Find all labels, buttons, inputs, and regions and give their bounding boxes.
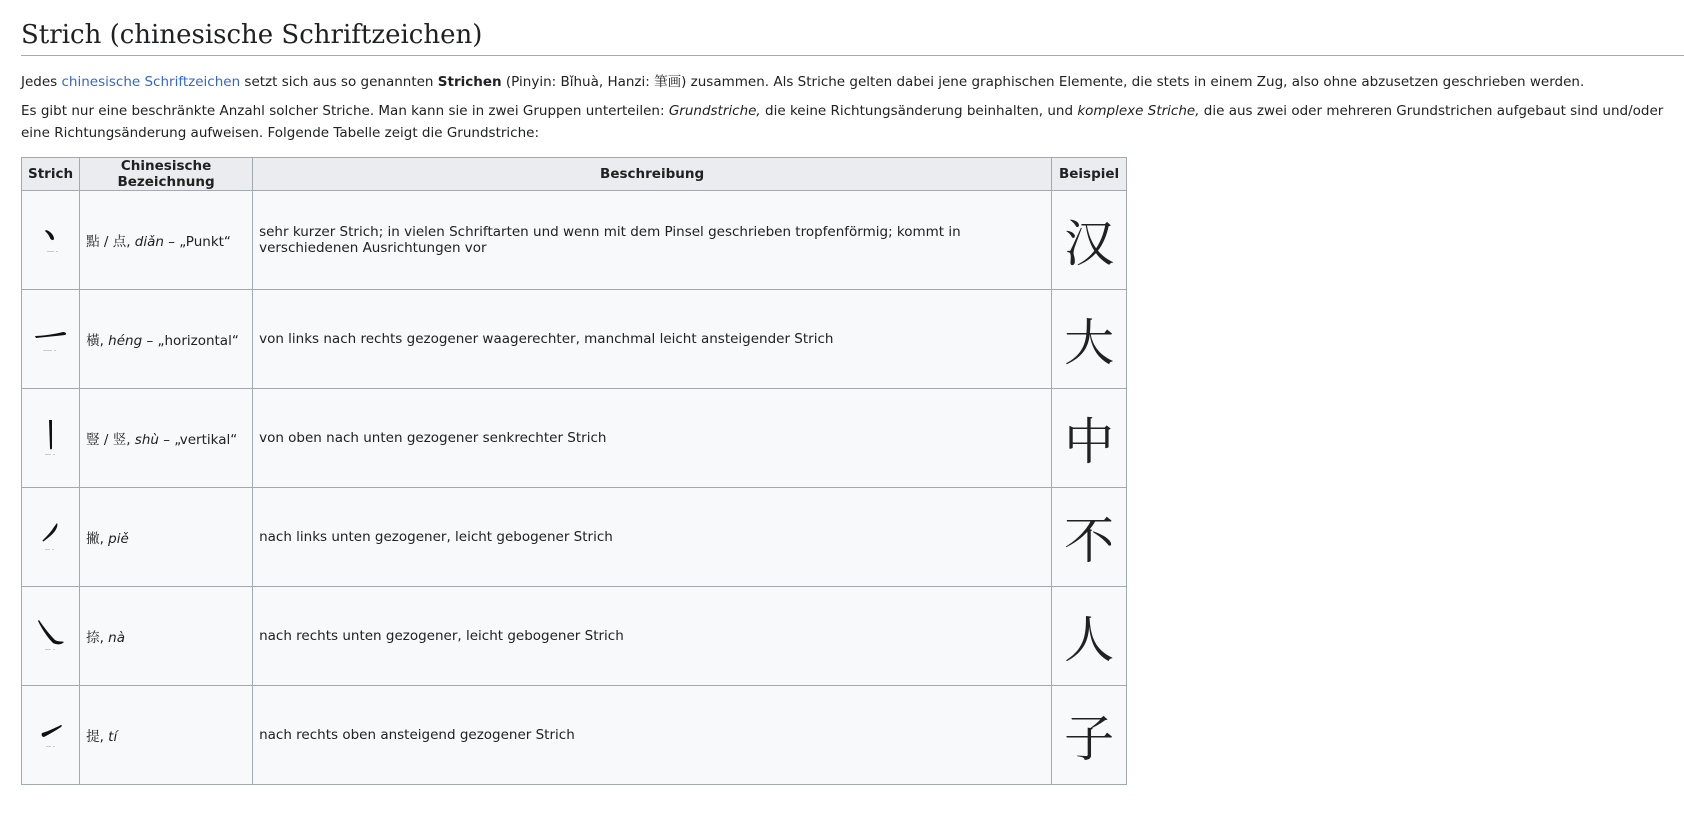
beschreibung-cell: von links nach rechts gezogener waagerechter, manchmal leicht ansteigender Strich: [253, 290, 1052, 389]
bezeichnung-cell: [80, 290, 253, 389]
example-character: 子: [1052, 686, 1127, 785]
dian-stroke-icon[interactable]: [28, 220, 73, 260]
table-row: [22, 191, 1127, 290]
stroke-cell: [22, 389, 80, 488]
stroke-cell: [22, 191, 80, 290]
link-chinesische-schriftzeichen[interactable]: chinesische Schriftzeichen: [61, 74, 241, 90]
hanzi-name: 豎 / 竖,: [86, 432, 135, 448]
intro-text: (Pinyin: Bǐhuà, Hanzi: 筆画) zusammen. Als Striche gelten dabei jene graphischen Elemente, die stets in einem Zug, also ohne abzusetzen geschrieben werden.: [501, 74, 1585, 90]
translation: – „Punkt“: [163, 234, 231, 250]
stroke-cell: [22, 290, 80, 389]
beschreibung-cell: von oben nach unten gezogener senkrechter Strich: [253, 389, 1052, 488]
stroke-cell: [22, 488, 80, 587]
pie-stroke-icon[interactable]: [28, 517, 73, 557]
intro-text: Jedes: [21, 74, 62, 90]
italic-term: komplexe Striche,: [1077, 103, 1200, 119]
hanzi-name: 捺,: [86, 630, 109, 646]
hanzi-name: 橫,: [86, 333, 109, 349]
example-character: 中: [1052, 389, 1127, 488]
example-character: 汉: [1052, 191, 1127, 290]
bezeichnung-cell: [80, 389, 253, 488]
stroke-cell: [22, 686, 80, 785]
example-character: 大: [1052, 290, 1127, 389]
na-stroke-icon[interactable]: [28, 616, 73, 656]
pinyin: nà: [108, 630, 126, 646]
pinyin: shù: [134, 432, 159, 448]
header-beispiel: Beispiel: [1052, 158, 1127, 191]
table-row: [22, 587, 1127, 686]
bezeichnung-cell: [80, 191, 253, 290]
bezeichnung-cell: [80, 587, 253, 686]
heng-stroke-icon[interactable]: [28, 319, 73, 359]
table-header-row: [22, 158, 1127, 191]
header-strich: Strich: [22, 158, 80, 191]
intro-text: Es gibt nur eine beschränkte Anzahl solcher Striche. Man kann sie in zwei Gruppen unterteilen:: [21, 103, 669, 119]
page-title: Strich (chinesische Schriftzeichen): [21, 20, 1684, 56]
pinyin: héng: [108, 333, 143, 349]
translation: – „horizontal“: [142, 333, 239, 349]
pinyin: tí: [108, 729, 118, 745]
bold-term: Strichen: [437, 74, 502, 90]
intro-text: die aus zwei oder mehreren Grundstrichen aufgebaut sind und/oder eine Richtungsänderung aufweisen. Folgende Tabelle zeigt die Grundstriche:: [21, 103, 1664, 141]
beschreibung-cell: nach links unten gezogener, leicht gebogener Strich: [253, 488, 1052, 587]
hanzi-name: 點 / 点,: [86, 234, 135, 250]
bezeichnung-cell: [80, 488, 253, 587]
table-row: [22, 389, 1127, 488]
beschreibung-cell: nach rechts oben ansteigend gezogener Strich: [253, 686, 1052, 785]
header-beschreibung: Beschreibung: [253, 158, 1052, 191]
example-character: 不: [1052, 488, 1127, 587]
translation: – „vertikal“: [158, 432, 238, 448]
ti-stroke-icon[interactable]: [28, 715, 73, 755]
table-row: [22, 290, 1127, 389]
intro-text: setzt sich aus so genannten: [240, 74, 438, 90]
bezeichnung-cell: [80, 686, 253, 785]
intro-paragraph-1: [21, 71, 1684, 93]
beschreibung-cell: nach rechts unten gezogener, leicht gebogener Strich: [253, 587, 1052, 686]
intro-paragraph-2: [21, 100, 1684, 144]
shu-stroke-icon[interactable]: [28, 418, 73, 458]
example-character: 人: [1052, 587, 1127, 686]
pinyin: piě: [108, 531, 129, 547]
article-content: [21, 0, 1684, 785]
table-row: [22, 488, 1127, 587]
grundstriche-table: [21, 157, 1127, 785]
pinyin: diǎn: [134, 234, 164, 250]
beschreibung-cell: sehr kurzer Strich; in vielen Schriftarten und wenn mit dem Pinsel geschrieben tropfenförmig; kommt in verschiedenen Ausrichtungen vor: [253, 191, 1052, 290]
header-bezeichnung: Chinesische Bezeichnung: [80, 158, 253, 191]
stroke-cell: [22, 587, 80, 686]
table-row: [22, 686, 1127, 785]
hanzi-name: 撇,: [86, 531, 109, 547]
italic-term: Grundstriche,: [668, 103, 761, 119]
intro-text: die keine Richtungsänderung beinhalten, und: [760, 103, 1078, 119]
hanzi-name: 提,: [86, 729, 109, 745]
